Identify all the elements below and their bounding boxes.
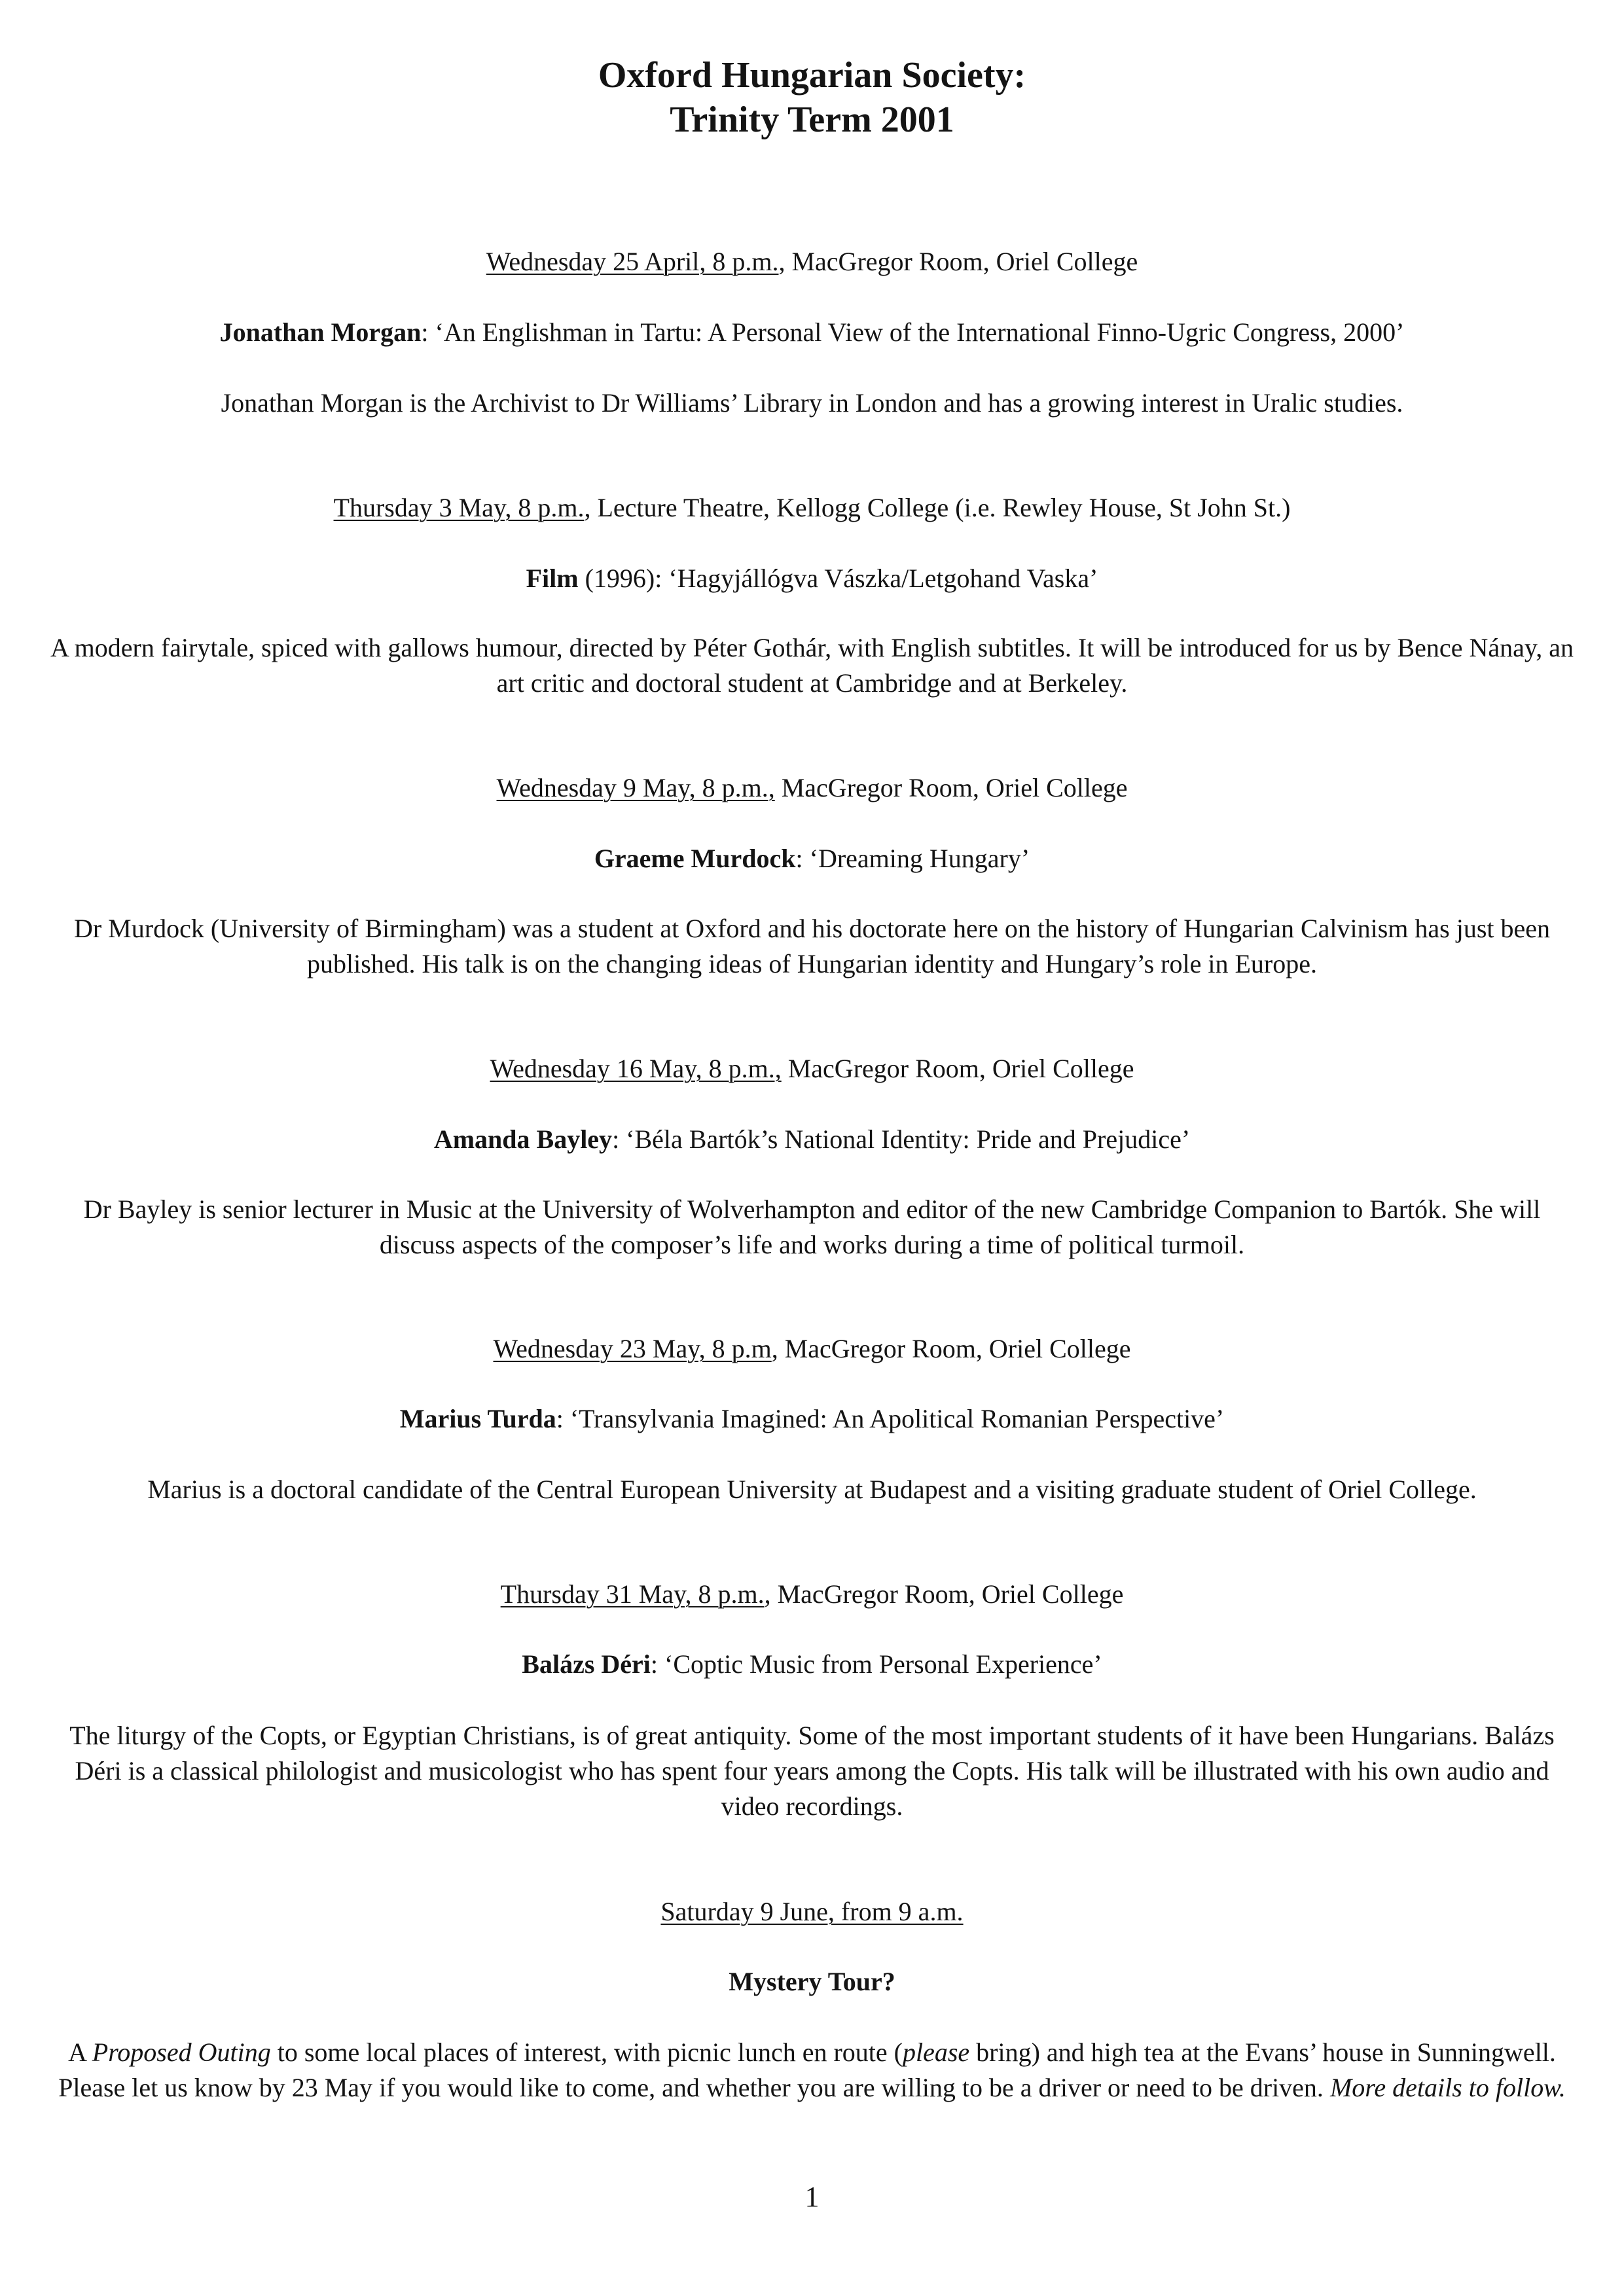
- event-3-date: Wednesday 9 May, 8 p.m.,: [496, 773, 775, 802]
- event-1-title: [0, 317, 1624, 348]
- event-1-description: Jonathan Morgan is the Archivist to Dr Williams’ Library in London and has a growing interest in Uralic studies.: [221, 388, 1403, 418]
- event-5-when: [0, 1333, 1624, 1365]
- event-6-venue: , MacGregor Room, Oriel College: [764, 1579, 1124, 1609]
- event-1-topic: : ‘An Englishman in Tartu: A Personal View of the International Finno-Ugric Congress, 2000’: [421, 317, 1405, 347]
- event-2-date: Thursday 3 May, 8 p.m.: [333, 493, 585, 522]
- event-1-date: Wednesday 25 April, 8 p.m.: [486, 247, 779, 276]
- event-6-description: The liturgy of the Copts, or Egyptian Christians, is of great antiquity. Some of the most important students of it have been Hungarians. Balázs Déri is a classical philologist and musicologist who has spent four years among the Copts. His talk will be illustrated with his own audio and video recordings.: [69, 1721, 1555, 1821]
- outing-text-2: Proposed Outing: [92, 2037, 271, 2067]
- event-2-when: [0, 492, 1624, 524]
- event-2-description: A modern fairytale, spiced with gallows humour, directed by Péter Gothár, with English subtitles. It will be introduced for us by Bence Nánay, an art critic and doctoral student at Cambridge and at Berkeley.: [50, 633, 1574, 698]
- event-3-speaker: Graeme Murdock: [594, 844, 796, 873]
- event-2-title: [0, 563, 1624, 594]
- event-2-speaker: Film: [526, 564, 579, 593]
- event-3-venue: MacGregor Room, Oriel College: [774, 773, 1128, 802]
- event-1-speaker: Jonathan Morgan: [219, 317, 422, 347]
- event-1-when: [0, 246, 1624, 278]
- event-4-when: [0, 1053, 1624, 1085]
- outing-date: Saturday 9 June, from 9 a.m.: [660, 1897, 964, 1926]
- event-2-venue: , Lecture Theatre, Kellogg College (i.e. Rewley House, St John St.): [584, 493, 1291, 522]
- event-3-when: [0, 772, 1624, 804]
- event-4-venue: MacGregor Room, Oriel College: [781, 1054, 1134, 1083]
- outing-text-3: to some local places of interest, with picnic lunch en route (: [270, 2037, 903, 2067]
- event-4-date: Wednesday 16 May, 8 p.m.,: [490, 1054, 782, 1083]
- event-5-date: Wednesday 23 May, 8 p.m: [493, 1334, 772, 1363]
- outing-heading-text: Mystery Tour?: [729, 1967, 895, 1996]
- event-5-venue: , MacGregor Room, Oriel College: [771, 1334, 1131, 1363]
- event-2-topic: (1996): ‘Hagyjállógva Vászka/Letgohand Vaska’: [578, 564, 1098, 593]
- event-3-topic: : ‘Dreaming Hungary’: [795, 844, 1030, 873]
- event-5-speaker: Marius Turda: [399, 1404, 556, 1433]
- event-5-description: Marius is a doctoral candidate of the Central European University at Budapest and a visiting graduate student of Oriel College.: [147, 1475, 1477, 1504]
- event-4-topic: : ‘Béla Bartók’s National Identity: Pride and Prejudice’: [612, 1124, 1191, 1154]
- event-6-title: [0, 1649, 1624, 1680]
- outing-text-6: More details to follow.: [1329, 2073, 1566, 2102]
- event-6-topic: : ‘Coptic Music from Personal Experience’: [650, 1649, 1102, 1679]
- outing-when: [0, 1896, 1624, 1928]
- outing-text-5: bring) and high tea at the Evans’ house in Sunningwell. Please let us know by 23 May if you would like to come, and whether you are willing to be a driver or need to be driven.: [58, 2037, 1556, 2102]
- event-3-description: Dr Murdock (University of Birmingham) was a student at Oxford and his doctorate here on the history of Hungarian Calvinism has just been published. His talk is on the changing ideas of Hungarian identity and Hungary’s role in Europe.: [73, 914, 1551, 978]
- event-6-speaker: Balázs Déri: [522, 1649, 651, 1679]
- page-number: 1: [804, 2181, 820, 2213]
- event-6-when: [0, 1579, 1624, 1610]
- event-5-topic: : ‘Transylvania Imagined: An Apolitical Romanian Perspective’: [556, 1404, 1225, 1433]
- event-4-speaker: Amanda Bayley: [433, 1124, 613, 1154]
- page-title-line-1: Oxford Hungarian Society:: [598, 55, 1026, 96]
- event-4-title: [0, 1124, 1624, 1155]
- outing-description: [46, 2035, 1578, 2106]
- event-4-description: Dr Bayley is senior lecturer in Music at the University of Wolverhampton and editor of the new Cambridge Companion to Bartók. She will discuss aspects of the composer’s life and works during a time of political turmoil.: [83, 1194, 1541, 1259]
- outing-text-4: please: [902, 2037, 970, 2067]
- event-5-title: [0, 1403, 1624, 1435]
- event-6-date: Thursday 31 May, 8 p.m.: [500, 1579, 765, 1609]
- outing-text-1: A: [68, 2037, 92, 2067]
- event-3-title: [0, 843, 1624, 874]
- outing-heading: [0, 1966, 1624, 1998]
- event-1-venue: , MacGregor Room, Oriel College: [778, 247, 1138, 276]
- page-title-line-2: Trinity Term 2001: [670, 99, 954, 140]
